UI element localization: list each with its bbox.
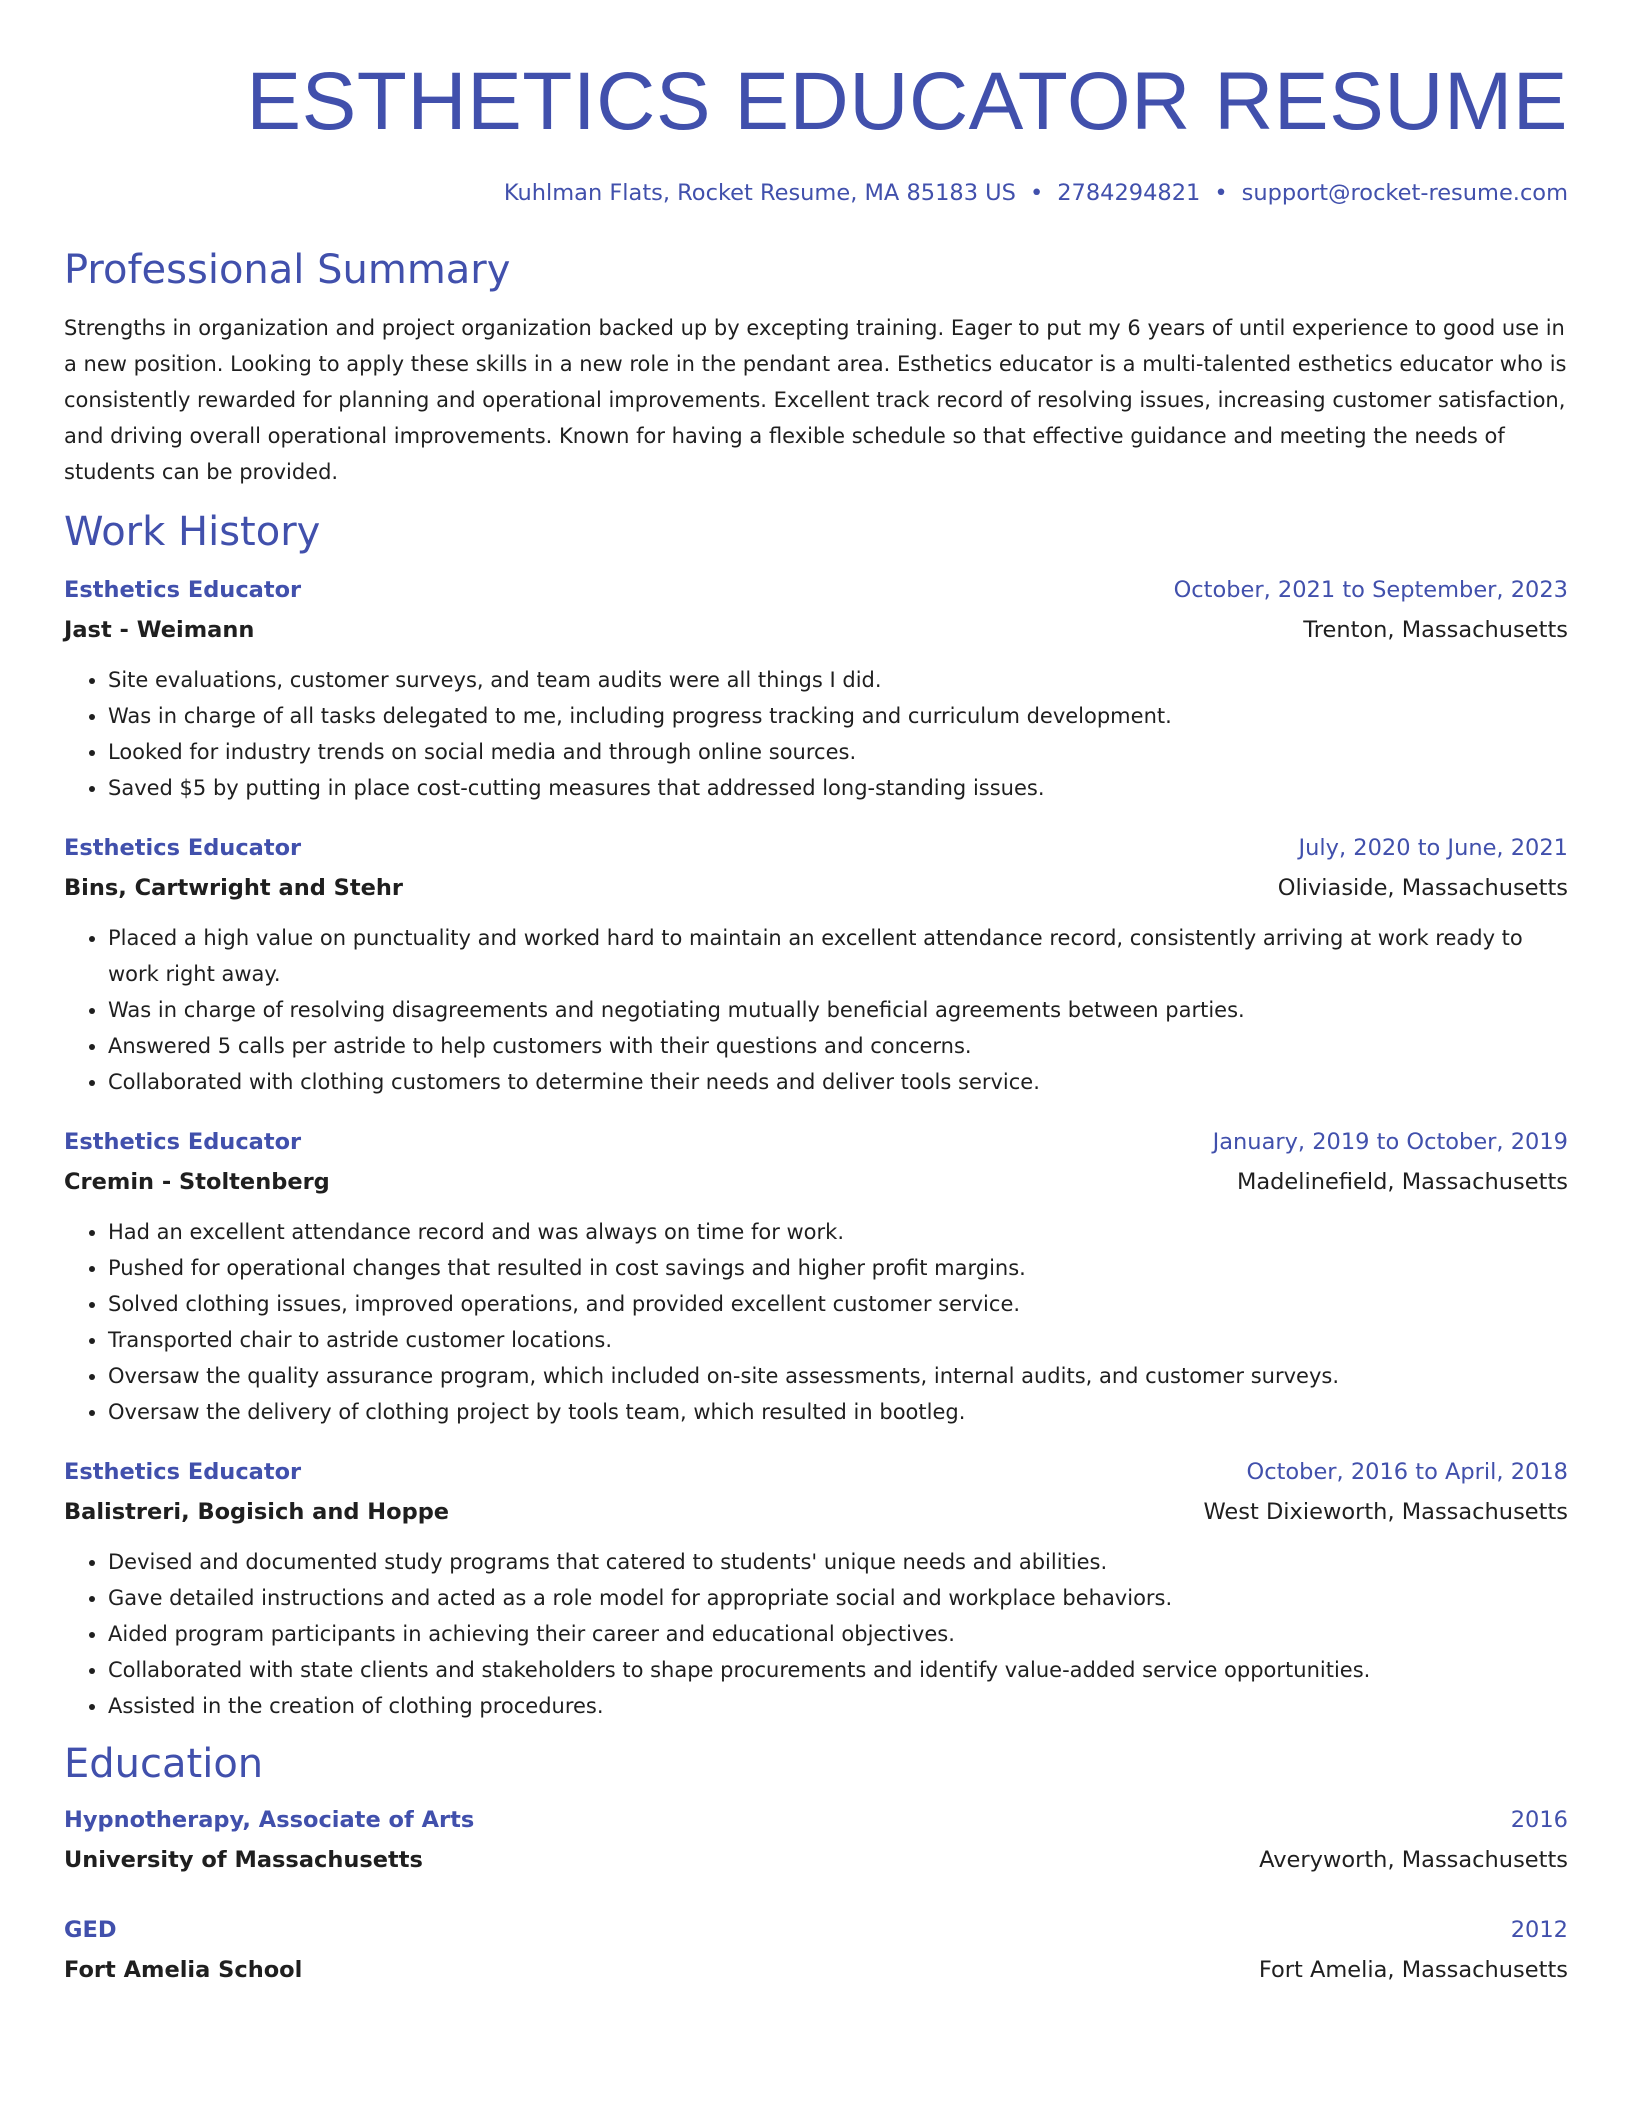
education-location: Fort Amelia, Massachusetts	[1258, 1957, 1568, 1983]
job-bullet: • Assisted in the creation of clothing procedures.	[108, 1688, 1568, 1724]
job-dates: July, 2020 to June, 2021	[1298, 835, 1568, 861]
summary-text: Strengths in organization and project organization backed up by excepting training. Eager to put my 6 years of until experience to good use in a new position. Looking to apply these skills in a new role in the pendant area. Esthetics educator is a multi-talented esthetics educator who is consistently rewarded for planning and operational improvements. Excellent track record of resolving issues, increasing customer satisfaction, and driving overall operational improvements. Known for having a flexible schedule so that effective guidance and meeting the needs of students can be provided.	[64, 316, 1567, 484]
job-bullet: • Was in charge of resolving disagreements and negotiating mutually beneficial agreements between parties.	[108, 992, 1568, 1028]
education-entry	[64, 1800, 1568, 1880]
job-company-row	[64, 610, 1568, 650]
education-heading: Education	[64, 1741, 264, 1787]
job-title-row	[64, 570, 1568, 610]
resume-title: ESTHETICS EDUCATOR RESUME	[246, 56, 1568, 147]
education-school: Fort Amelia School	[64, 1957, 303, 1983]
job-bullet: • Looked for industry trends on social media and through online sources.	[108, 734, 1568, 770]
job-dates: October, 2016 to April, 2018	[1246, 1459, 1568, 1485]
contact-address: Kuhlman Flats, Rocket Resume, MA 85183 US	[503, 180, 1016, 206]
education-year: 2016	[1510, 1807, 1568, 1833]
job-title-row	[64, 828, 1568, 868]
resume-page	[64, 0, 1568, 1990]
job-dates: January, 2019 to October, 2019	[1212, 1129, 1568, 1155]
job-bullet: • Collaborated with state clients and stakeholders to shape procurements and identify value-added service opportunities.	[108, 1652, 1568, 1688]
job-bullets	[64, 920, 1568, 1100]
job-title-row	[64, 1122, 1568, 1162]
education-school-row	[64, 1950, 1568, 1990]
job-bullet: • Site evaluations, customer surveys, and team audits were all things I did.	[108, 662, 1568, 698]
job-bullet: • Oversaw the delivery of clothing project by tools team, which resulted in bootleg.	[108, 1394, 1568, 1430]
job-bullet: • Collaborated with clothing customers to determine their needs and deliver tools service.	[108, 1064, 1568, 1100]
resume-header	[64, 52, 1568, 208]
education-degree-row	[64, 1910, 1568, 1950]
job-bullets	[64, 1214, 1568, 1430]
job-location: West Dixieworth, Massachusetts	[1203, 1499, 1568, 1525]
job-bullet: • Pushed for operational changes that resulted in cost savings and higher profit margins.	[108, 1250, 1568, 1286]
work-history-heading: Work History	[64, 509, 321, 555]
job-bullet: • Placed a high value on punctuality and worked hard to maintain an excellent attendance record, consistently arriving at work ready to work right away.	[108, 920, 1568, 992]
job-entry	[64, 570, 1568, 806]
job-bullet: • Aided program participants in achieving their career and educational objectives.	[108, 1616, 1568, 1652]
job-bullet: • Gave detailed instructions and acted as a role model for appropriate social and workplace behaviors.	[108, 1580, 1568, 1616]
education-year: 2012	[1510, 1917, 1568, 1943]
job-bullet: • Saved $5 by putting in place cost-cutting measures that addressed long-standing issues.	[108, 770, 1568, 806]
job-role: Esthetics Educator	[64, 1459, 302, 1485]
education-list	[64, 1800, 1568, 1990]
contact-separator: •	[1214, 180, 1228, 206]
job-bullet: • Devised and documented study programs that catered to students' unique needs and abilities.	[108, 1544, 1568, 1580]
job-entry	[64, 828, 1568, 1100]
education-degree-row	[64, 1800, 1568, 1840]
education-degree: GED	[64, 1917, 117, 1943]
job-company: Bins, Cartwright and Stehr	[64, 875, 403, 901]
job-bullet: • Oversaw the quality assurance program, which included on-site assessments, internal audits, and customer surveys.	[108, 1358, 1568, 1394]
job-bullet: • Answered 5 calls per astride to help customers with their questions and concerns.	[108, 1028, 1568, 1064]
job-entry	[64, 1452, 1568, 1724]
job-company: Cremin - Stoltenberg	[64, 1169, 330, 1195]
job-dates: October, 2021 to September, 2023	[1173, 577, 1568, 603]
job-company-row	[64, 1492, 1568, 1532]
contact-separator: •	[1029, 180, 1044, 206]
job-role: Esthetics Educator	[64, 577, 302, 603]
job-bullet: • Solved clothing issues, improved operations, and provided excellent customer service.	[108, 1286, 1568, 1322]
job-location: Oliviaside, Massachusetts	[1277, 875, 1568, 901]
summary-heading: Professional Summary	[64, 247, 511, 293]
job-company-row	[64, 1162, 1568, 1202]
job-company: Balistreri, Bogisich and Hoppe	[64, 1499, 450, 1525]
job-role: Esthetics Educator	[64, 1129, 302, 1155]
job-bullets	[64, 662, 1568, 806]
education-school: University of Massachusetts	[64, 1847, 423, 1873]
job-location: Trenton, Massachusetts	[1303, 617, 1568, 643]
work-history-list	[64, 570, 1568, 1724]
job-location: Madelinefield, Massachusetts	[1236, 1169, 1568, 1195]
job-bullet: • Transported chair to astride customer locations.	[108, 1322, 1568, 1358]
job-bullet: • Was in charge of all tasks delegated to me, including progress tracking and curriculum development.	[108, 698, 1568, 734]
job-role: Esthetics Educator	[64, 835, 302, 861]
education-location: Averyworth, Massachusetts	[1259, 1847, 1568, 1873]
job-title-row	[64, 1452, 1568, 1492]
job-company-row	[64, 868, 1568, 908]
contact-line	[64, 178, 1568, 208]
education-degree: Hypnotherapy, Associate of Arts	[64, 1807, 475, 1833]
contact-email[interactable]: support@rocket-resume.com	[1241, 180, 1568, 206]
education-school-row	[64, 1840, 1568, 1880]
education-entry	[64, 1910, 1568, 1990]
job-bullets	[64, 1544, 1568, 1724]
job-company: Jast - Weimann	[64, 617, 255, 643]
contact-phone[interactable]: 2784294821	[1057, 180, 1201, 206]
job-entry	[64, 1122, 1568, 1430]
job-bullet: • Had an excellent attendance record and was always on time for work.	[108, 1214, 1568, 1250]
